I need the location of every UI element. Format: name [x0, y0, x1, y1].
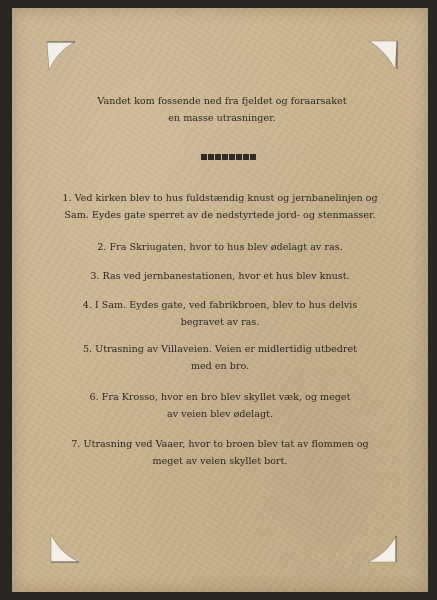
list-item-line: 2. Fra Skriugaten, hvor to hus blev ødelagt av ras.	[97, 242, 343, 253]
separator-mark	[215, 154, 221, 160]
separator-mark	[243, 154, 249, 160]
list-item-2	[42, 239, 398, 256]
heading-line-1: Vandet kom fossende ned fra fjeldet og foraarsaket	[97, 96, 347, 107]
separator-mark	[222, 154, 228, 160]
list-item-6	[42, 389, 398, 423]
separator-mark	[250, 154, 256, 160]
photo-corner-bottom-right	[366, 532, 398, 564]
document-heading	[52, 93, 392, 127]
separator-mark	[201, 154, 207, 160]
photo-corner-bottom-left	[49, 532, 81, 564]
separator-mark	[236, 154, 242, 160]
list-item-line: 3. Ras ved jernbanestationen, hvor et hus blev knust.	[90, 271, 350, 282]
list-item-line: 4. I Sam. Eydes gate, ved fabrikbroen, blev to hus delvis	[82, 300, 358, 311]
heading-line-2: en masse utrasninger.	[168, 113, 276, 124]
list-item-line: 7. Utrasning ved Vaaer, hvor to broen blev tat av flommen og	[71, 439, 369, 450]
separator-rule	[201, 154, 256, 160]
list-item-line: 6. Fra Krosso, hvor en bro blev skyllet væk, og meget	[89, 392, 351, 403]
photo-corner-top-left	[45, 40, 77, 72]
separator-mark	[229, 154, 235, 160]
photo-corner-top-right	[367, 39, 399, 71]
list-item-line: 1. Ved kirken blev to hus fuldstændig knust og jernbanelinjen og	[62, 193, 378, 204]
list-item-5	[42, 341, 398, 375]
list-item-7	[42, 436, 398, 470]
separator-mark	[208, 154, 214, 160]
list-item-4	[42, 297, 398, 331]
list-item-line: med en bro.	[190, 361, 250, 372]
list-item-1	[42, 190, 398, 224]
list-item-line: 5. Utrasning av Villaveien. Veien er midlertidig utbedret	[82, 344, 358, 355]
document-page	[12, 8, 428, 592]
list-item-line: Sam. Eydes gate sperret av de nedstyrtede jord- og stenmasser.	[64, 210, 376, 221]
list-item-3	[42, 268, 398, 285]
list-item-line: av veien blev ødelagt.	[166, 409, 274, 420]
list-item-line: begravet av ras.	[180, 317, 260, 328]
list-item-line: meget av veien skyllet bort.	[152, 456, 288, 467]
